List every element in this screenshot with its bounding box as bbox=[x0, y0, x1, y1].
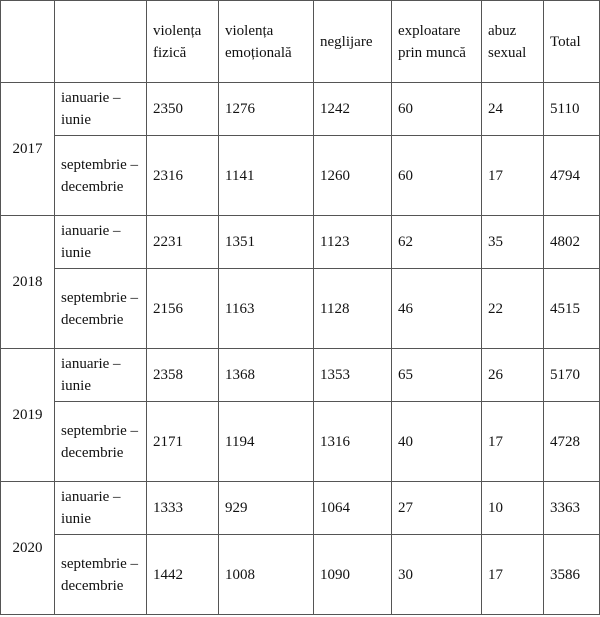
table-row bbox=[1, 482, 600, 535]
value-cell: 35 bbox=[482, 216, 544, 269]
value-cell: 1353 bbox=[314, 349, 392, 402]
value-cell: 2350 bbox=[147, 83, 219, 136]
value-cell: 1090 bbox=[314, 535, 392, 615]
value-cell: 17 bbox=[482, 535, 544, 615]
value-cell: 1141 bbox=[219, 136, 314, 216]
value-cell: 2358 bbox=[147, 349, 219, 402]
period-cell: septembrie – decembrie bbox=[55, 535, 147, 615]
header-cell-total: Total bbox=[544, 1, 600, 83]
period-cell: ianuarie – iunie bbox=[55, 482, 147, 535]
value-cell: 1368 bbox=[219, 349, 314, 402]
value-cell: 2171 bbox=[147, 402, 219, 482]
value-cell: 1123 bbox=[314, 216, 392, 269]
value-cell: 1064 bbox=[314, 482, 392, 535]
value-cell: 1333 bbox=[147, 482, 219, 535]
value-cell: 27 bbox=[392, 482, 482, 535]
value-cell: 1260 bbox=[314, 136, 392, 216]
year-cell: 2018 bbox=[1, 216, 55, 349]
value-cell: 1276 bbox=[219, 83, 314, 136]
header-row bbox=[1, 1, 600, 83]
header-cell-sexual-abuse: abuz sexual bbox=[482, 1, 544, 83]
header-cell-neglect: neglijare bbox=[314, 1, 392, 83]
total-cell: 4515 bbox=[544, 269, 600, 349]
header-cell-period bbox=[55, 1, 147, 83]
total-cell: 3586 bbox=[544, 535, 600, 615]
value-cell: 1242 bbox=[314, 83, 392, 136]
value-cell: 2231 bbox=[147, 216, 219, 269]
period-cell: ianuarie – iunie bbox=[55, 349, 147, 402]
total-cell: 4802 bbox=[544, 216, 600, 269]
header-cell-labor-exploitation: exploatare prin muncă bbox=[392, 1, 482, 83]
value-cell: 1128 bbox=[314, 269, 392, 349]
value-cell: 17 bbox=[482, 136, 544, 216]
year-cell: 2019 bbox=[1, 349, 55, 482]
table-row bbox=[1, 349, 600, 402]
value-cell: 60 bbox=[392, 83, 482, 136]
value-cell: 1442 bbox=[147, 535, 219, 615]
header-cell-year bbox=[1, 1, 55, 83]
period-cell: septembrie – decembrie bbox=[55, 402, 147, 482]
value-cell: 22 bbox=[482, 269, 544, 349]
period-cell: septembrie – decembrie bbox=[55, 269, 147, 349]
table-row bbox=[1, 136, 600, 216]
value-cell: 1008 bbox=[219, 535, 314, 615]
period-cell: ianuarie – iunie bbox=[55, 83, 147, 136]
table-row bbox=[1, 269, 600, 349]
value-cell: 1163 bbox=[219, 269, 314, 349]
total-cell: 3363 bbox=[544, 482, 600, 535]
value-cell: 24 bbox=[482, 83, 544, 136]
table-row bbox=[1, 216, 600, 269]
total-cell: 4728 bbox=[544, 402, 600, 482]
value-cell: 60 bbox=[392, 136, 482, 216]
value-cell: 46 bbox=[392, 269, 482, 349]
value-cell: 40 bbox=[392, 402, 482, 482]
value-cell: 17 bbox=[482, 402, 544, 482]
value-cell: 65 bbox=[392, 349, 482, 402]
value-cell: 30 bbox=[392, 535, 482, 615]
total-cell: 4794 bbox=[544, 136, 600, 216]
period-cell: ianuarie – iunie bbox=[55, 216, 147, 269]
value-cell: 62 bbox=[392, 216, 482, 269]
header-cell-emotional-violence: violența emoțională bbox=[219, 1, 314, 83]
table-row bbox=[1, 535, 600, 615]
table-row bbox=[1, 83, 600, 136]
total-cell: 5170 bbox=[544, 349, 600, 402]
table-row bbox=[1, 402, 600, 482]
value-cell: 929 bbox=[219, 482, 314, 535]
year-cell: 2017 bbox=[1, 83, 55, 216]
total-cell: 5110 bbox=[544, 83, 600, 136]
value-cell: 1194 bbox=[219, 402, 314, 482]
value-cell: 1351 bbox=[219, 216, 314, 269]
year-cell: 2020 bbox=[1, 482, 55, 615]
header-cell-physical-violence: violența fizică bbox=[147, 1, 219, 83]
value-cell: 10 bbox=[482, 482, 544, 535]
value-cell: 2156 bbox=[147, 269, 219, 349]
value-cell: 1316 bbox=[314, 402, 392, 482]
period-cell: septembrie – decembrie bbox=[55, 136, 147, 216]
value-cell: 26 bbox=[482, 349, 544, 402]
value-cell: 2316 bbox=[147, 136, 219, 216]
